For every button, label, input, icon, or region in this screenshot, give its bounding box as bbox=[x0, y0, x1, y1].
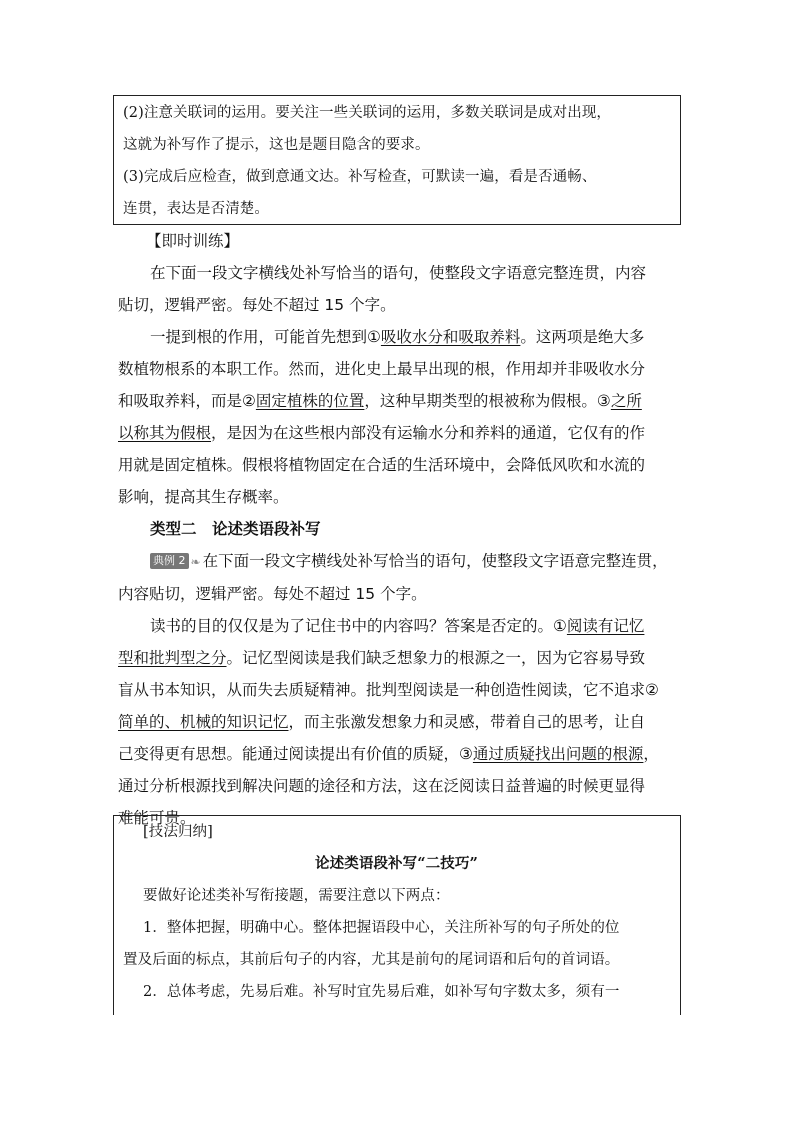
section-heading: 【即时训练】 bbox=[146, 232, 240, 250]
answer-2: 简单的、机械的知识记忆 bbox=[118, 713, 289, 731]
box-line: (2)注意关联词的运用。要关注一些关联词的运用，多数关联词是成对出现， bbox=[123, 105, 612, 121]
paragraph-line: 以称其为假根，是因为在这些根内部没有运输水分和养料的通道，它仅有的作 bbox=[118, 424, 646, 442]
paragraph-line: 简单的、机械的知识记忆，而主张激发想象力和灵感，带着自己的思考，让自 bbox=[118, 713, 646, 731]
answer-3-part: 之所 bbox=[610, 392, 642, 410]
paragraph-line: 己变得更有思想。能通过阅读提出有价值的质疑，③通过质疑找出问题的根源， bbox=[118, 745, 659, 763]
paragraph-line: 影响，提高其生存概率。 bbox=[118, 488, 289, 506]
box-line: 1．整体把握，明确中心。整体把握语段中心，关注所补写的句子所处的位 bbox=[143, 920, 620, 936]
paragraph-line: 通过分析根源找到解决问题的途径和方法，这在泛阅读日益普遍的时候更显得 bbox=[118, 777, 646, 795]
paragraph-line: 和吸取养料，而是②固定植株的位置，这种早期类型的根被称为假根。③之所 bbox=[118, 392, 642, 410]
instruction-line: 典例 2 ❧ 在下面一段文字横线处补写恰当的语句，使整段文字语意完整连贯， bbox=[150, 545, 678, 578]
box-label: [技法归纳] bbox=[143, 824, 213, 840]
box-line: 这就为补写作了提示，这也是题目隐含的要求。 bbox=[123, 137, 430, 153]
paragraph-line: 型和批判型之分。记忆型阅读是我们缺乏想象力的根源之一，因为它容易导致 bbox=[118, 649, 646, 667]
example-badge: 典例 2 bbox=[150, 553, 189, 569]
box-line: 要做好论述类补写衔接题，需要注意以下两点： bbox=[143, 888, 450, 904]
box-line: 置及后面的标点，其前后句子的内容，尤其是前句的尾词语和后句的首词语。 bbox=[123, 952, 620, 968]
instruction-line: 贴切，逻辑严密。每处不超过 15 个字。 bbox=[118, 296, 396, 314]
paragraph-line: 盲从书本知识，从而失去质疑精神。批判型阅读是一种创造性阅读，它不追求② bbox=[118, 681, 659, 699]
answer-3-part: 以称其为假根 bbox=[118, 424, 212, 442]
paragraph-line: 一提到根的作用，可能首先想到①吸收水分和吸取养料。这两项是绝大多 bbox=[150, 328, 645, 346]
instruction-line: 在下面一段文字横线处补写恰当的语句，使整段文字语意完整连贯，内容 bbox=[150, 264, 647, 282]
section-heading: 类型二 论述类语段补写 bbox=[150, 520, 321, 538]
type2-section bbox=[118, 513, 678, 834]
paragraph-line: 用就是固定植株。假根将植物固定在合适的生活环境中，会降低风吹和水流的 bbox=[118, 456, 646, 474]
box-line: 连贯，表达是否清楚。 bbox=[123, 201, 269, 217]
leaf-icon: ❧ bbox=[190, 555, 201, 569]
box-title: 论述类语段补写“二技巧” bbox=[315, 855, 478, 872]
method-box-continued bbox=[113, 95, 681, 225]
answer-1: 阅读有记忆 bbox=[566, 617, 645, 635]
box-line: (3)完成后应检查，做到意通文达。补写检查，可默读一遍，看是否通畅、 bbox=[123, 169, 597, 185]
method-summary-box bbox=[113, 815, 681, 1015]
paragraph-line: 难能可贵。 bbox=[118, 809, 196, 827]
training-section bbox=[118, 225, 678, 513]
answer-3: 通过质疑找出问题的根源 bbox=[472, 745, 644, 763]
box-line: 2．总体考虑，先易后难。补写时宜先易后难，如补写句字数太多，须有一 bbox=[143, 984, 620, 1000]
instruction-line: 内容贴切，逻辑严密。每处不超过 15 个字。 bbox=[118, 585, 427, 603]
answer-1-part: 型和批判型之分 bbox=[118, 649, 227, 667]
answer-2: 固定植株的位置 bbox=[255, 392, 365, 410]
paragraph-line: 读书的目的仅仅是为了记住书中的内容吗？答案是否定的。①阅读有记忆 bbox=[150, 617, 645, 635]
answer-1: 吸收水分和吸取养料 bbox=[380, 328, 521, 346]
paragraph-line: 数植物根系的本职工作。然而，进化史上最早出现的根，作用却并非吸收水分 bbox=[118, 360, 646, 378]
